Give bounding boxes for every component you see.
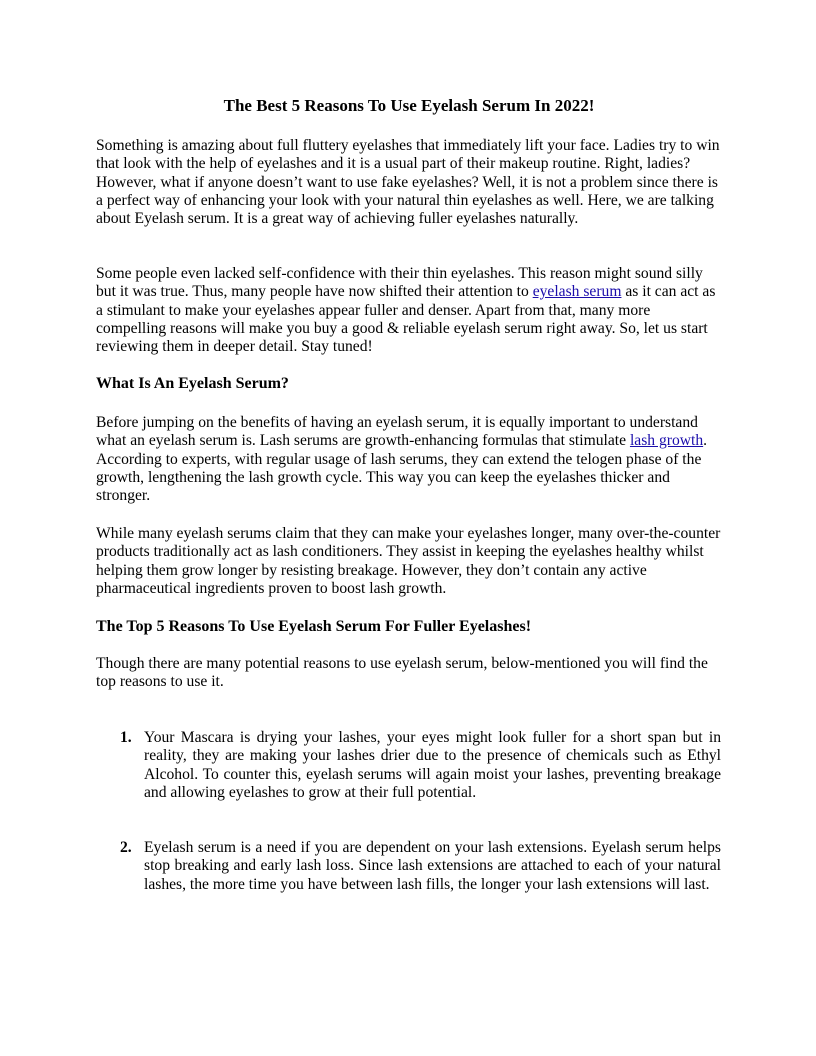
section-heading-top-reasons: The Top 5 Reasons To Use Eyelash Serum For Fuller Eyelashes! xyxy=(96,618,532,635)
list-item-text: Eyelash serum is a need if you are dependent on your lash extensions. Eyelash serum helps stop breaking and early lash loss. Since lash extensions are attached to each of your natural lashes, the more time you have between lash fills, the longer your lash extensions will last. xyxy=(144,839,721,893)
section1-paragraph-2: While many eyelash serums claim that they can make your eyelashes longer, many over-the-counter products traditionally act as lash conditioners. They assist in keeping the eyelashes healthy whilst helping them grow longer by resisting breakage. However, they don’t contain any active pharmaceutical ingredients proven to boost lash growth. xyxy=(96,525,721,597)
list-item-text: Your Mascara is drying your lashes, your eyes might look fuller for a short span but in reality, they are making your lashes drier due to the presence of chemicals such as Ethyl Alcohol. To counter this, eyelash serums will again moist your lashes, preventing breakage and allowing eyelashes to grow at their full potential. xyxy=(144,729,721,801)
eyelash-serum-link[interactable]: eyelash serum xyxy=(532,283,622,301)
intro-paragraph-2-text-before: Some people even lacked self-confidence with their thin eyelashes. This reason might sound silly but it was true. Thus, many people have now shifted their attention to xyxy=(96,265,703,301)
intro-paragraph-1: Something is amazing about full fluttery eyelashes that immediately lift your face. Ladies try to win that look with the help of eyelashes and it is a usual part of their makeup routine. Right, ladies? However, what if anyone doesn’t want to use fake eyelashes? Well, it is not a problem since there is a perfect way of enhancing your look with your natural thin eyelashes as well. Here, we are talking about Eyelash serum. It is a great way of achieving fuller eyelashes naturally. xyxy=(96,137,720,228)
document-title: The Best 5 Reasons To Use Eyelash Serum In 2022! xyxy=(223,96,595,115)
list-item xyxy=(120,729,721,802)
list-item-number: 1. xyxy=(120,729,132,746)
section-heading-what-is: What Is An Eyelash Serum? xyxy=(96,375,289,392)
section1-paragraph-1 xyxy=(96,414,722,505)
document-page xyxy=(96,0,722,1056)
section1-paragraph-1-text-before: Before jumping on the benefits of having an eyelash serum, it is equally important to understand what an eyelash serum is. Lash serums are growth-enhancing formulas that stimulate xyxy=(96,414,698,450)
lash-growth-link[interactable]: lash growth xyxy=(629,432,704,450)
intro-paragraph-2-text-after: as it can act as a stimulant to make your eyelashes appear fuller and denser. Apart from that, many more compelling reasons will make you buy a good & reliable eyelash serum right away. So, let us start reviewing them in deeper detail. Stay tuned! xyxy=(96,283,716,356)
section1-paragraph-1-text-after: . According to experts, with regular usage of lash serums, they can extend the telogen phase of the growth, lengthening the lash growth cycle. This way you can keep the eyelashes thicker and stronger. xyxy=(96,432,708,505)
section2-paragraph-1: Though there are many potential reasons to use eyelash serum, below-mentioned you will find the top reasons to use it. xyxy=(96,655,708,691)
intro-paragraph-2 xyxy=(96,265,722,356)
list-item xyxy=(120,839,721,894)
list-item-number: 2. xyxy=(120,839,132,856)
